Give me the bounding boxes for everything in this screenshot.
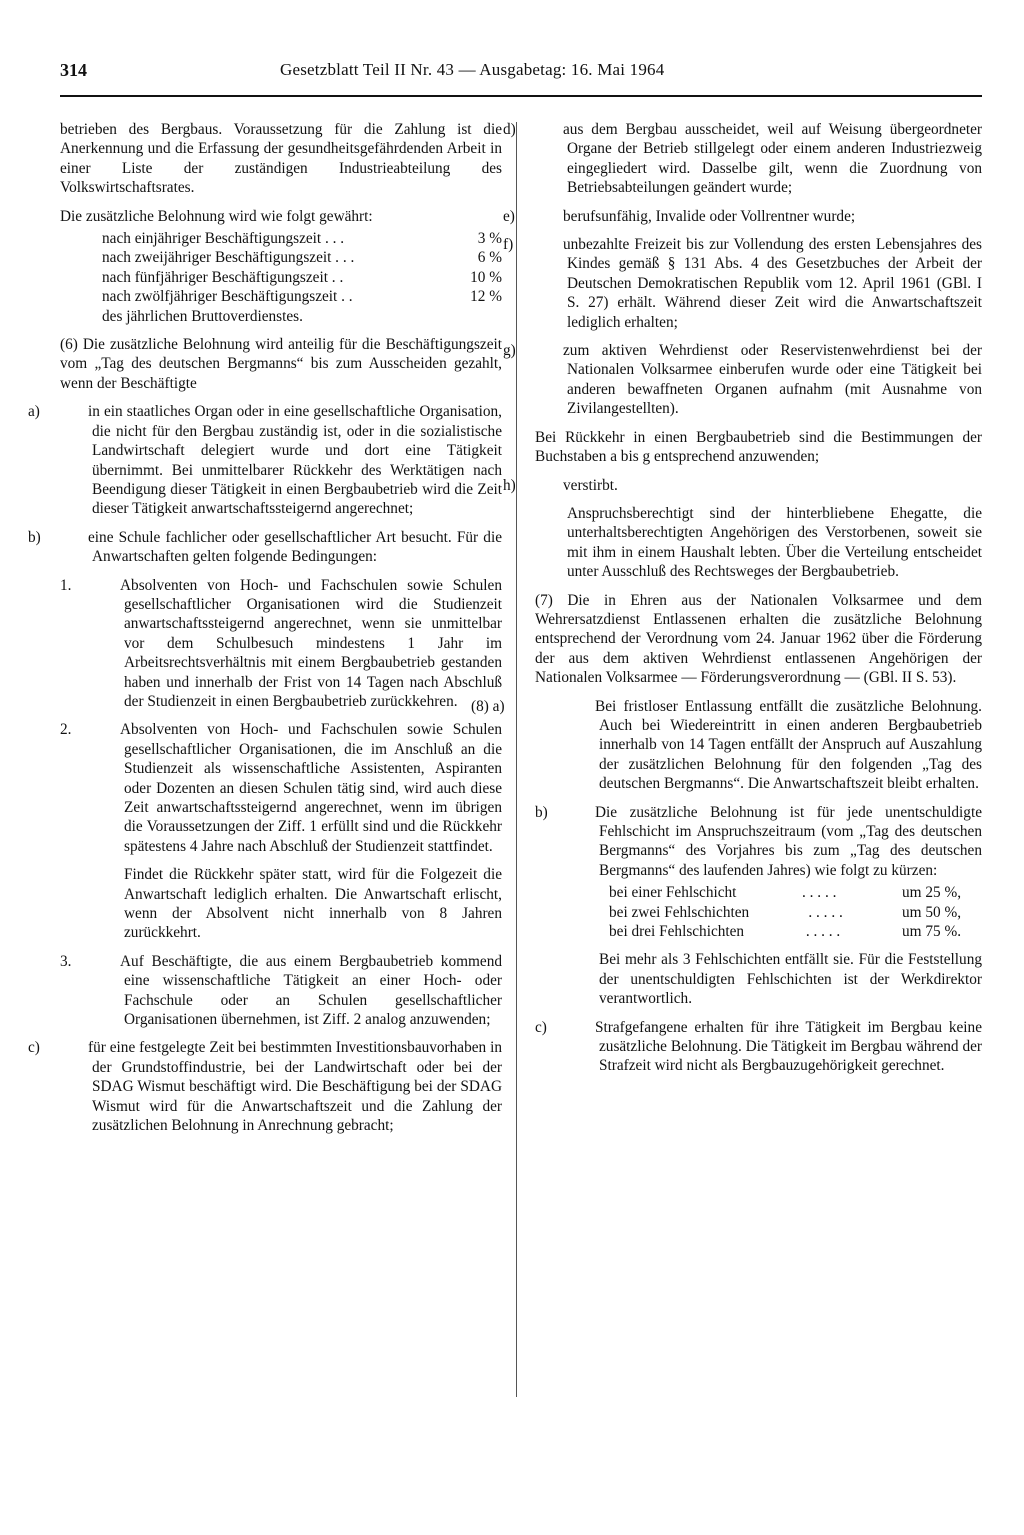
reward-row: nach einjähriger Beschäftigungszeit . . . 3 %	[102, 230, 502, 248]
reward-row: nach fünfjähriger Beschäftigungszeit . . 10 %	[102, 268, 502, 286]
item-c: c) für eine festgelegte Zeit bei bestimmten Investitionsbauvorhaben in der Grundstoffindustrie, bei der Landwirtschaft oder bei der SDAG Wismut beschäftigt wird. Die Beschäftigung bei der SDAG Wismut wird für die Anwartschaftszeit und die Zahlung der zusätzlichen Belohnung in Anrechnung gebracht;	[28, 1039, 502, 1135]
item-b3: 3. Auf Beschäftigte, die aus einem Bergbaubetrieb kommend eine wissenschaftliche Tätigkeit an einer Hoch- oder Fachschule oder an Schulen gesellschaftlicher Organisationen übernehmen, ist Ziff. 2 analog anzuwenden;	[60, 952, 502, 1029]
item-h: h) verstirbt.	[503, 476, 618, 494]
right-column	[471, 120, 982, 1076]
page-number: 314	[60, 60, 87, 80]
item-g: g) zum aktiven Wehrdienst oder Reservistenwehrdienst bei der Nationalen Volksarmee einberufen wurde oder eine Tätigkeit bei anderen bewaffneten Organen aufnahm (mit Ausnahme von Zivilangestellten).	[503, 342, 982, 418]
reduction-row: bei zwei Fehlschichten . . . . . um 50 %,	[609, 903, 962, 921]
paragraph-reward: Die zusätzliche Belohnung wird wie folgt gewährt:	[60, 207, 373, 225]
paragraph-8a: (8) a) Bei fristloser Entlassung entfällt die zusätzliche Belohnung. Auch bei Wiedereintritt in einen anderen Bergbaubetrieb innerhalb von 14 Tagen entfällt der Anspruch auf Auszahlung der zusätzlichen Belohnung für den folgenden „Tag des deutschen Bergmanns“. Die Anwartschaftszeit bleibt erhalten.	[471, 697, 982, 793]
item-f: f) unbezahlte Freizeit bis zur Vollendung des ersten Lebensjahres des Kindes gemäß § 131 Abs. 4 des Gesetzbuches der Arbeit der Deutschen Demokratischen Republik vom 12. April 1961 (GBl. I S. 27) erhält. Während dieser Zeit wird die Anwartschaftszeit lediglich erhalten;	[503, 236, 982, 331]
page-header	[60, 60, 982, 84]
item-b1: 1. Absolventen von Hoch- und Fachschulen sowie Schulen gesellschaftlicher Organisationen wird die Studienzeit anwartschaftssteigernd angerechnet, wenn sie unmittelbar vor dem Schulbesuch mindestens 1 Jahr im Arbeitsrechtsverhältnis mit einem Bergbaubetrieb gestanden haben und innerhalb der Frist von 14 Tagen nach Abschluß der Studienzeit in einen Bergbaubetrieb zurückkehren.	[60, 576, 502, 710]
header-rule	[60, 95, 982, 97]
column-divider	[516, 122, 517, 1397]
reduction-row: bei drei Fehlschichten . . . . . um 75 %.	[609, 923, 962, 941]
item-d: d) aus dem Bergbau ausscheidet, weil auf Weisung übergeordneter Organe der Betrieb stillgelegt oder einem anderen Industriezweig eingegliedert wird. Dasselbe gilt, wenn die Zuordnung von Betriebsabteilungen geändert wurde;	[503, 121, 982, 197]
item-a: a) in ein staatliches Organ oder in eine gesellschaftliche Organisation, die nicht für den Bergbau zuständig ist, oder in die sozialistische Landwirtschaft delegiert wurde und dort eine Tätigkeit übernimmt. Bei unmittelbarer Rückkehr des Werktätigen nach Beendigung dieser Tätigkeit in einen Bergbaubetrieb wird die Zeit dieser Tätigkeit anwartschaftssteigernd angerechnet;	[28, 403, 502, 518]
item-b2-continuation: Findet die Rückkehr später statt, wird für die Folgezeit die Anwartschaft lediglich erhalten. Die Anwartschaft erlischt, wenn der Absolvent nicht innerhalb von 8 Jahren zurückkehrt.	[124, 866, 502, 942]
reward-row: nach zweijähriger Beschäftigungszeit . . . 6 %	[102, 249, 502, 267]
reward-table	[60, 229, 502, 326]
item-b2: 2. Absolventen von Hoch- und Fachschulen sowie Schulen gesellschaftlicher Organisationen, die im Anschluß an die Studienzeit als wissenschaftliche Assistenten, Aspiranten oder Dozenten an diesen Schulen tätig sind, wird auch diese Zeit anwartschaftssteigernd angerechnet, wenn im übrigen die Voraussetzungen der Ziff. 1 erfüllt sind und die Rückkehr spätestens 4 Jahre nach Abschluß der Studienzeit stattfindet.	[60, 721, 502, 855]
item-h-continuation: Anspruchsberechtigt sind der hinterbliebene Ehegatte, die unterhaltsberechtigten Angehörigen des Verstorbenen, soweit sie mit ihm in einem Haushalt lebten. Über die Verteilung entscheidet unter Ausschluß des Rechtsweges der Bergbaubetrieb.	[567, 504, 982, 581]
paragraph-7: (7) Die in Ehren aus der Nationalen Volksarmee und dem Wehrersatzdienst Entlassenen erhalten die zusätzliche Belohnung entsprechend der Verordnung vom 24. Januar 1962 über die Förderung der aus dem aktiven Wehrdienst entlassenen Angehörigen der Nationalen Volksarmee — Förderungsverordnung — (GBl. II S. 53).	[535, 591, 982, 687]
paragraph-6: (6) Die zusätzliche Belohnung wird anteilig für die Beschäftigungszeit vom „Tag des deutschen Bergmanns“ bis zum Ausscheiden gezahlt, wenn der Beschäftigte	[60, 336, 502, 392]
paragraph-intro: betrieben des Bergbaus. Voraussetzung für die Zahlung ist die Anerkennung und die Erfassung der gesundheitsgefährdenden Arbeit in einer Liste der zuständigen Industrieabteilung des Volkswirtschaftsrates.	[60, 121, 502, 197]
reward-row: nach zwölfjähriger Beschäftigungszeit . . 12 %	[102, 288, 502, 306]
item-b: b) eine Schule fachlicher oder gesellschaftlicher Art besucht. Für die Anwartschaften gelten folgende Bedingungen:	[28, 528, 502, 566]
running-title: Gesetzblatt Teil II Nr. 43 — Ausgabetag: 16. Mai 1964	[280, 60, 665, 79]
reduction-row: bei einer Fehlschicht . . . . . um 25 %,	[609, 884, 962, 902]
reward-footer: des jährlichen Bruttoverdienstes.	[102, 307, 303, 325]
paragraph-8c: c) Strafgefangene erhalten für ihre Tätigkeit im Bergbau keine zusätzliche Belohnung. Die Tätigkeit im Bergbau während der Strafzeit wird nicht als Bergbauzugehörigkeit gerechnet.	[535, 1018, 982, 1075]
left-column	[28, 120, 502, 1136]
item-e: e) berufsunfähig, Invalide oder Vollrentner wurde;	[503, 207, 856, 225]
return-note: Bei Rückkehr in einen Bergbaubetrieb sind die Bestimmungen der Buchstaben a bis g entsprechend anzuwenden;	[535, 428, 982, 466]
reduction-table	[535, 883, 982, 941]
paragraph-8b-continuation: Bei mehr als 3 Fehlschichten entfällt sie. Für die Feststellung der unentschuldigten Fehlschichten ist der Werkdirektor verantwortlich.	[599, 951, 982, 1008]
paragraph-8b: b) Die zusätzliche Belohnung ist für jede unentschuldigte Fehlschicht im Anspruchszeitraum (vom „Tag des deutschen Bergmanns“ des Vorjahres bis zum „Tag des deutschen Bergmanns“ des laufenden Jahres) wie folgt zu kürzen:	[535, 803, 982, 879]
